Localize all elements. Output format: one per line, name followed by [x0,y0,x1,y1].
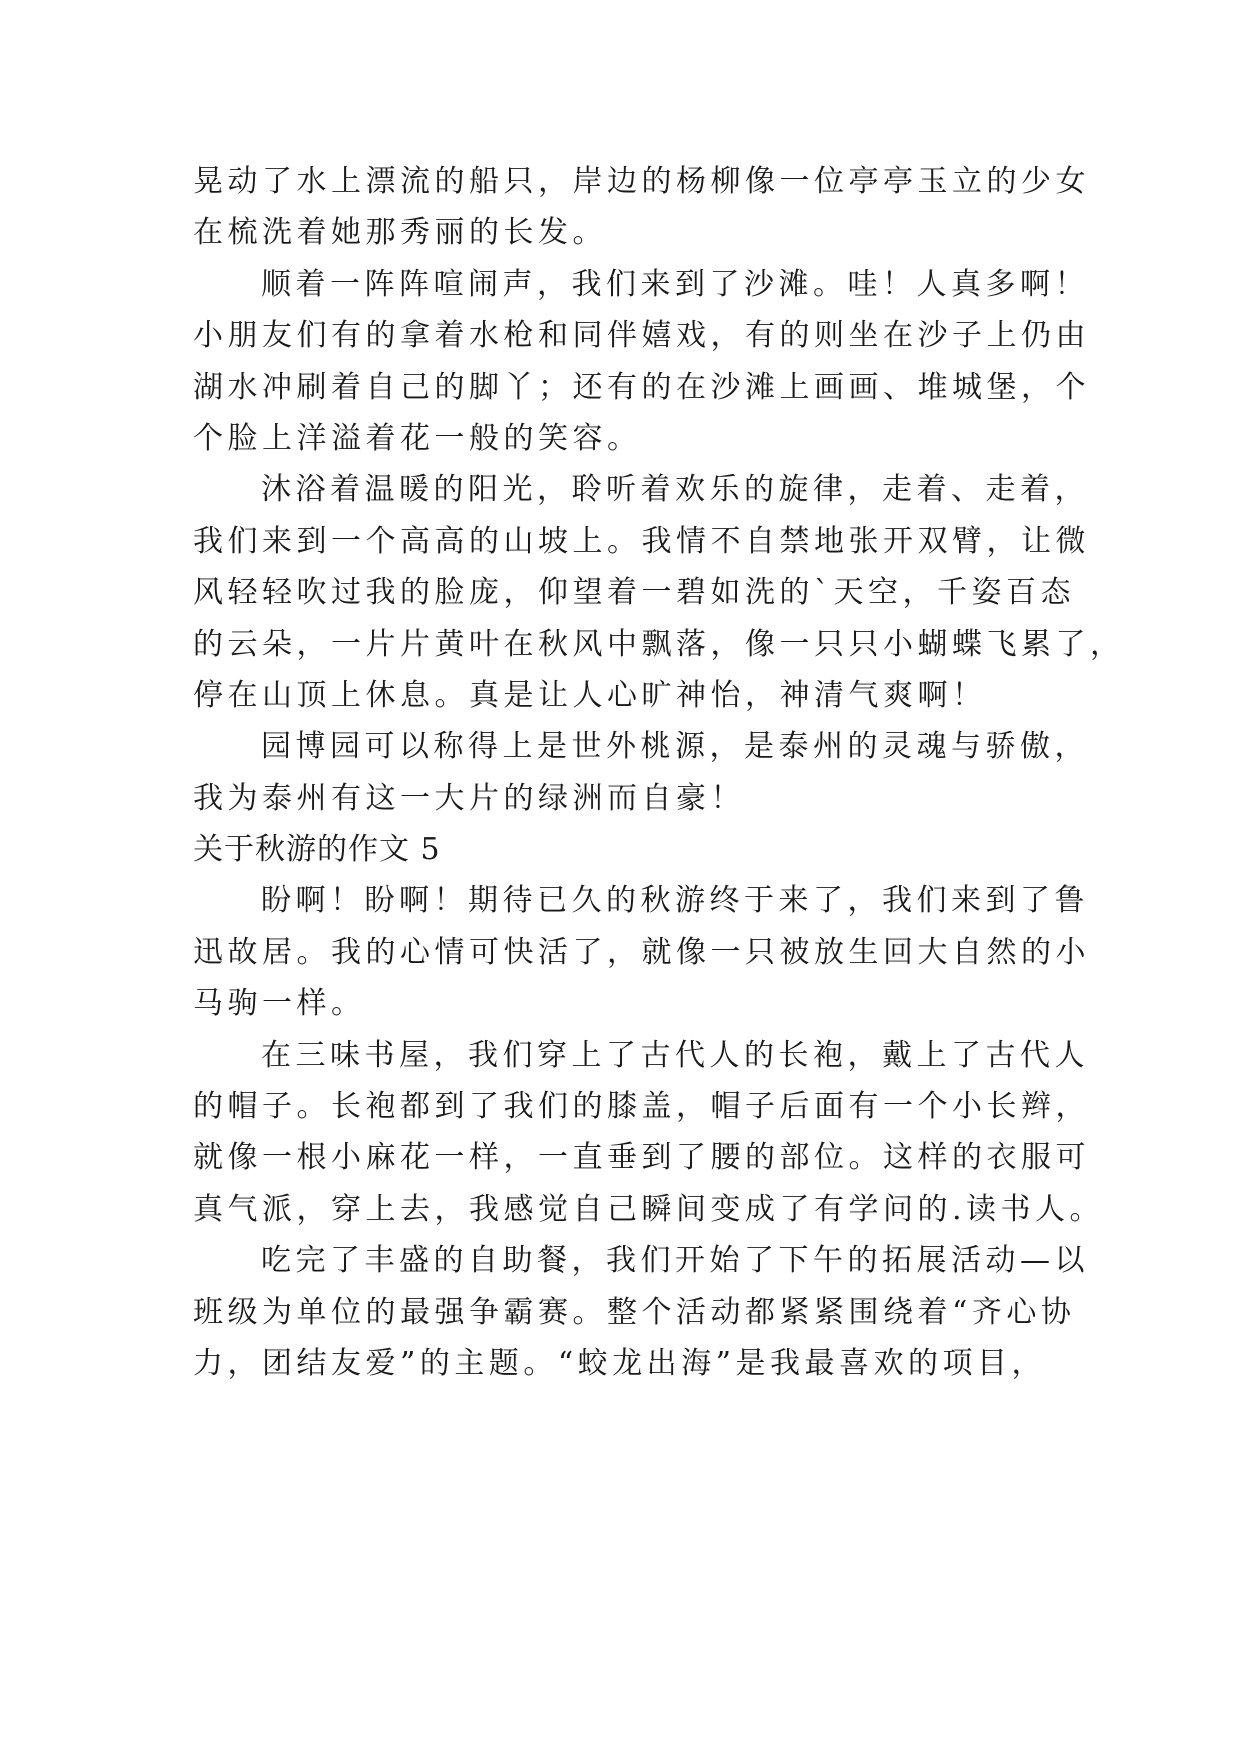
text-line: 停在山顶上休息。真是让人心旷神怡，神清气爽啊！ [193,677,987,713]
text-line: 我们来到一个高高的山坡上。我情不自禁地张开双臂，让微 [193,523,1090,559]
paragraph-start-line: 盼啊！盼啊！期待已久的秋游终于来了，我们来到了鲁 [261,883,1089,919]
text-line: 真气派，穿上去，我感觉自己瞬间变成了有学问的.读书人。 [193,1191,1105,1227]
text-line: 力，团结友爱”的主题。“蛟龙出海”是我最喜欢的项目， [193,1345,1047,1381]
text-line: 小朋友们有的拿着水枪和同伴嬉戏，有的则坐在沙子上仍由 [193,318,1090,354]
text-line: 的云朵，一片片黄叶在秋风中飘落，像一只只小蝴蝶飞累了， [193,626,1125,662]
text-line: 就像一根小麻花一样，一直垂到了腰的部位。这样的衣服可 [193,1140,1090,1176]
paragraph-start-line: 吃完了丰盛的自助餐，我们开始了下午的拓展活动—以 [261,1243,1089,1279]
text-line: 迅故居。我的心情可快活了，就像一只被放生回大自然的小 [193,934,1090,970]
section-heading: 关于秋游的作文 5 [193,832,441,868]
text-line: 在梳洗着她那秀丽的长发。 [193,215,607,251]
paragraph-start-line: 顺着一阵阵喧闹声，我们来到了沙滩。哇！人真多啊！ [261,266,1089,302]
document-body [193,156,1125,1389]
text-line: 晃动了水上漂流的船只，岸边的杨柳像一位亭亭玉立的少女 [193,164,1090,199]
paragraph-start-line: 园博园可以称得上是世外桃源，是泰州的灵魂与骄傲， [261,729,1089,765]
text-line: 我为泰州有这一大片的绿洲而自豪！ [193,780,745,816]
text-line: 马驹一样。 [193,986,366,1022]
text-line: 风轻轻吹过我的脸庞，仰望着一碧如洗的`天空，千姿百态 [193,575,1075,611]
text-line: 湖水冲刷着自己的脚丫；还有的在沙滩上画画、堆城堡，个 [193,369,1090,405]
text-line: 的帽子。长袍都到了我们的膝盖，帽子后面有一个小长辫， [193,1089,1090,1125]
paragraph-start-line: 沐浴着温暖的阳光，聆听着欢乐的旋律，走着、走着， [261,472,1089,508]
text-line: 个脸上洋溢着花一般的笑容。 [193,420,642,456]
paragraph-start-line: 在三味书屋，我们穿上了古代人的长袍，戴上了古代人 [261,1037,1089,1073]
text-line: 班级为单位的最强争霸赛。整个活动都紧紧围绕着“齐心协 [193,1294,1076,1330]
